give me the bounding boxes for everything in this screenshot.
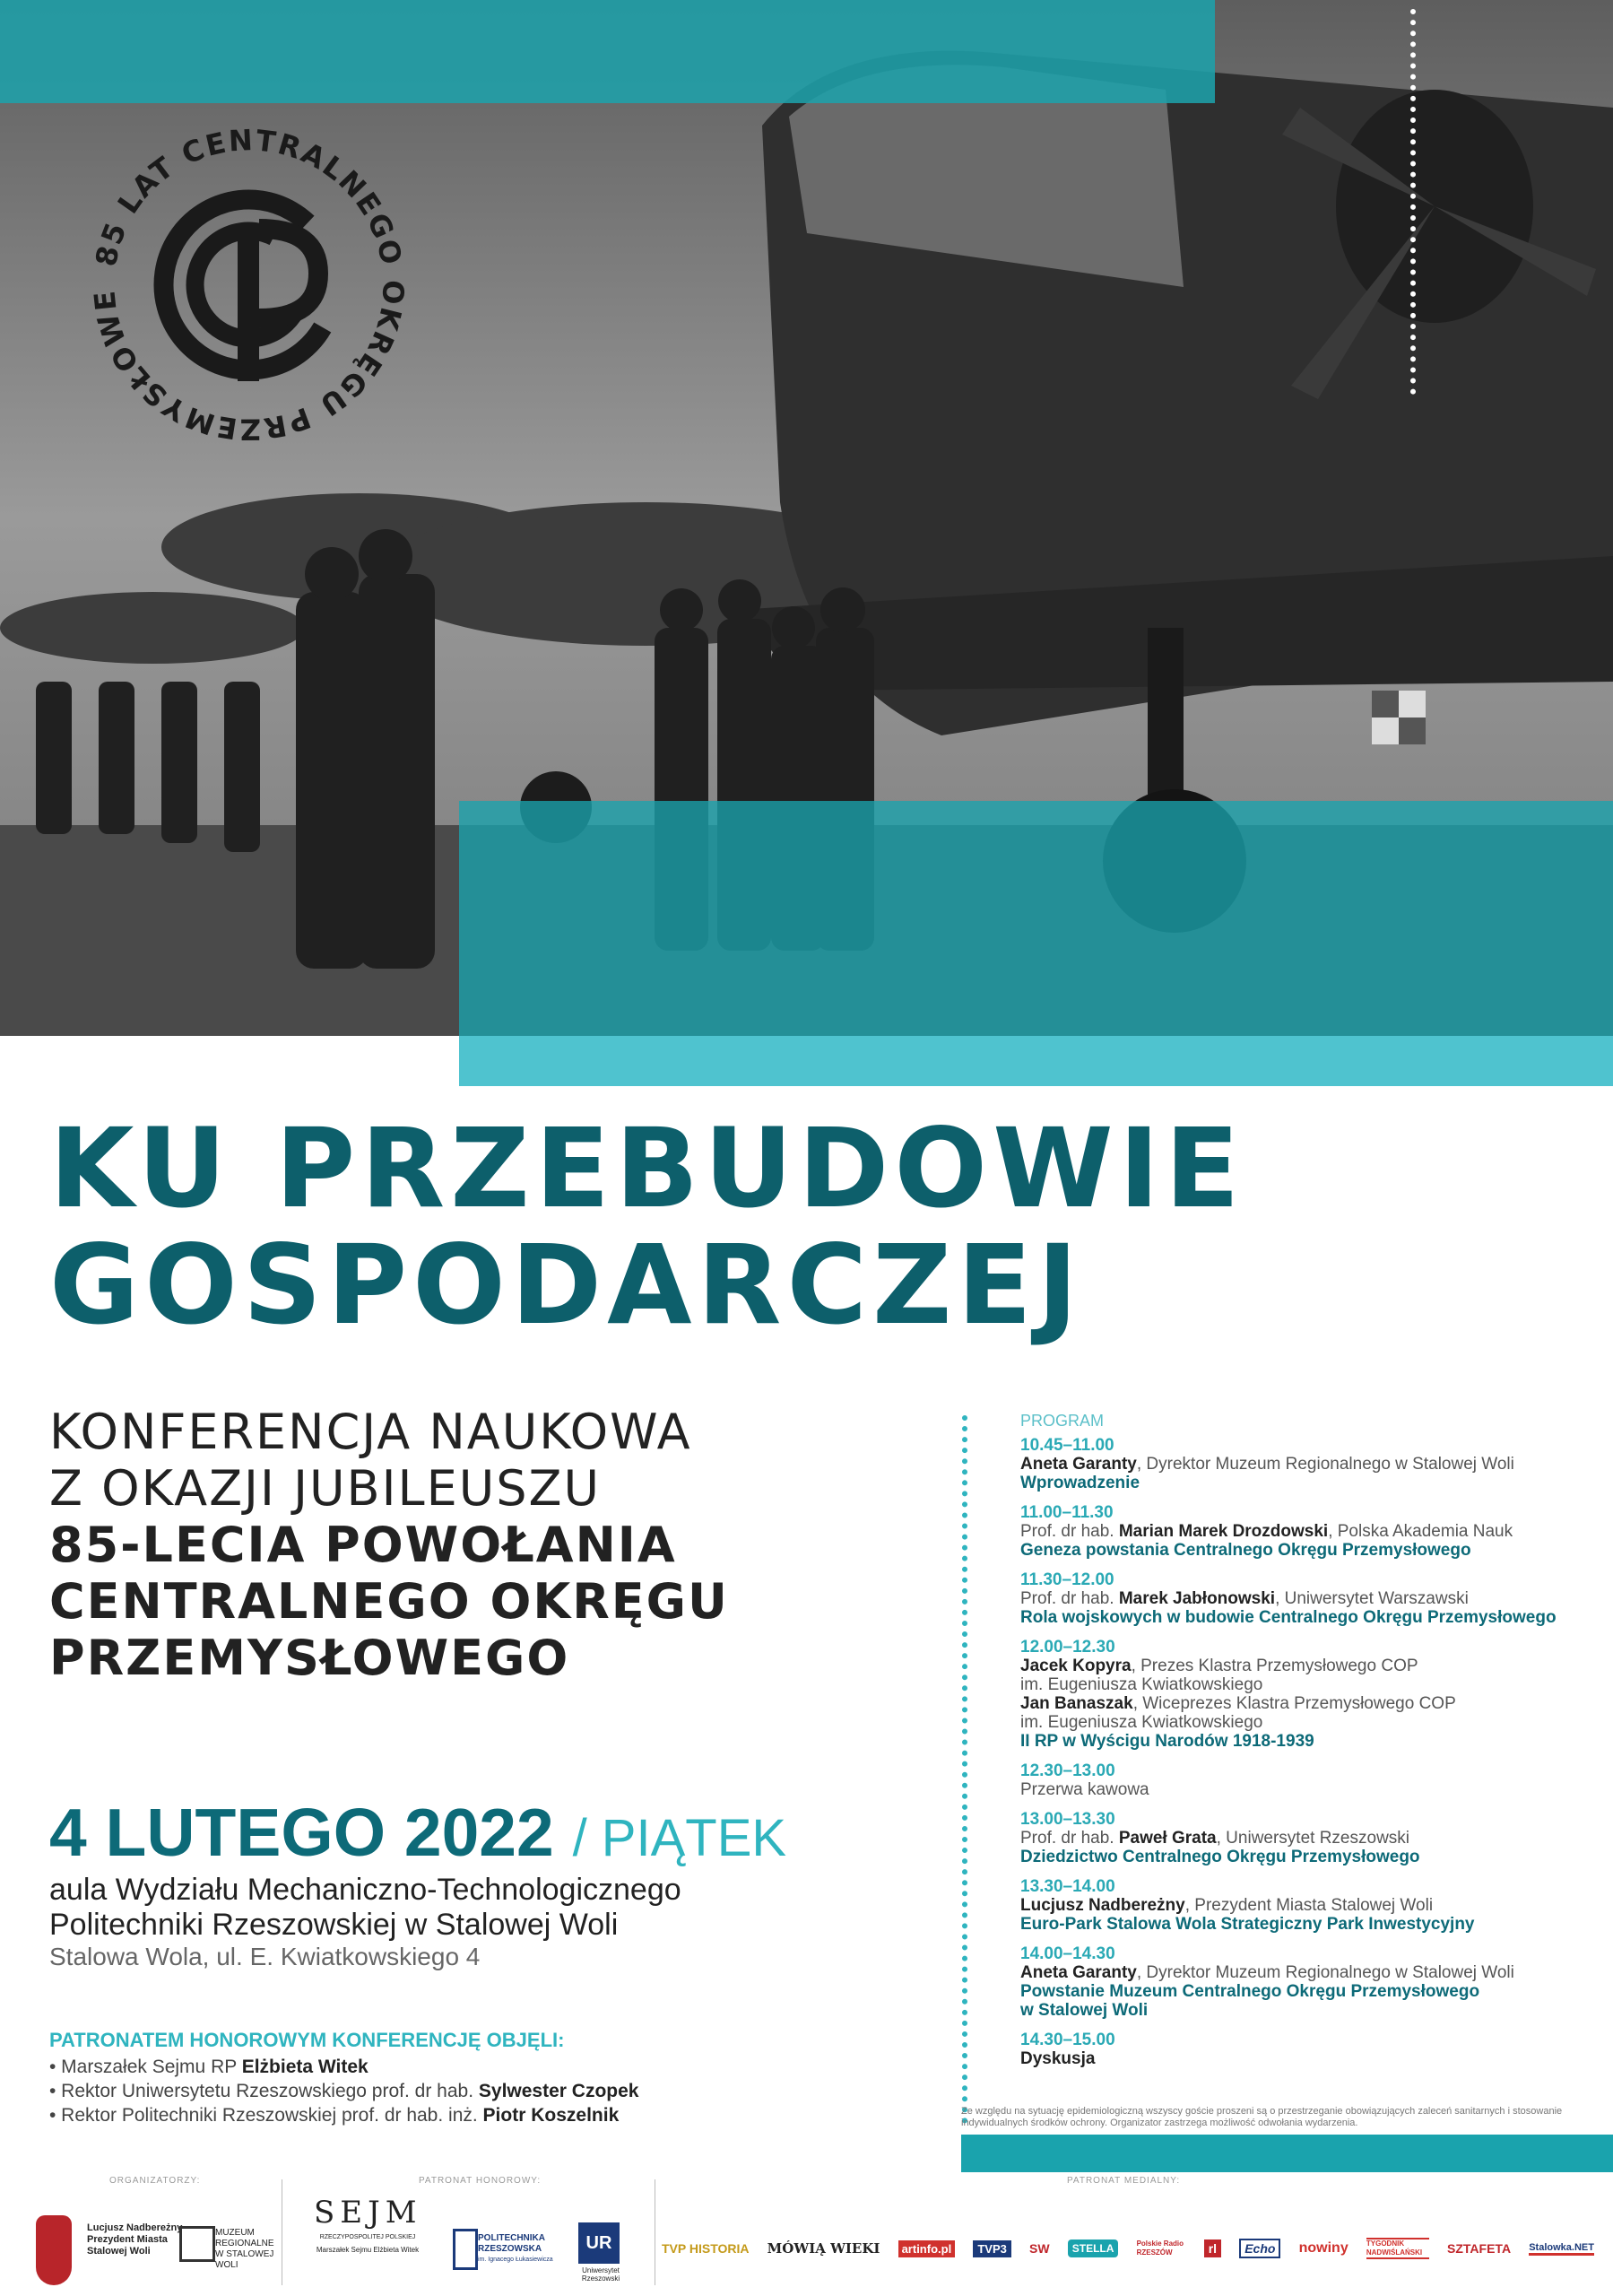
honorary-label: PATRONAT HONOROWY: [419, 2176, 542, 2186]
program-slot: 12.00–12.30 Jacek Kopyra, Prezes Klastra Przemysłowego COP im. Eugeniusza Kwiatkowskiego Jan Banaszak, Wiceprezes Klastra Przemysłowego COP im. Eugeniusza Kwiatkowskiego II RP w Wyścigu Narodów 1918-1939 [1020, 1638, 1456, 1751]
title-line-1: KU PRZEBUDOWIE [49, 1105, 1245, 1232]
media-logo: nowiny [1298, 2240, 1349, 2256]
teal-band-bottom [961, 2135, 1613, 2172]
cop-85-logo [85, 121, 412, 448]
ur-logo-icon: UR [578, 2222, 620, 2264]
organizer-president: Lucjusz Nadbereżny Prezydent Miasta Stalowej Woli [87, 2222, 183, 2257]
prz-logo-icon [453, 2229, 478, 2270]
media-logo: STELLA [1068, 2239, 1119, 2257]
media-logo: SW [1029, 2241, 1050, 2256]
venue-line-1: aula Wydziału Mechaniczno-Technologicznego [49, 1873, 681, 1907]
subtitle-line-3: 85-LECIA POWOŁANIA [49, 1517, 677, 1573]
program-slot: 13.30–14.00 Lucjusz Nadbereżny, Prezydent Miasta Stalowej Woli Euro-Park Stalowa Wola Strategiczny Park Inwestycyjny [1020, 1877, 1475, 1934]
subtitle-line-2: Z OKAZJI JUBILEUSZU [49, 1460, 602, 1517]
organizer-museum: MUZEUM REGIONALNE W STALOWEJ WOLI [215, 2228, 274, 2270]
teal-overlay-top [0, 0, 1215, 103]
title-line-2: GOSPODARCZEJ [49, 1222, 1084, 1349]
venue-address: Stalowa Wola, ul. E. Kwiatkowskiego 4 [49, 1943, 481, 1970]
prz-logo-text: POLITECHNIKA RZESZOWSKA im. Ignacego Łukasiewicza [478, 2233, 553, 2263]
organizers-label: ORGANIZATORZY: [109, 2176, 201, 2186]
media-logo: rl [1204, 2239, 1221, 2257]
museum-logo-icon [179, 2226, 215, 2262]
media-logo: Stalowka.NET [1529, 2242, 1594, 2256]
media-logo: TVP3 [973, 2240, 1011, 2257]
patronage-item: • Rektor Uniwersytetu Rzeszowskiego prof. dr hab. Sylwester Czopek [49, 2081, 639, 2101]
dotted-divider-top [1410, 9, 1421, 395]
media-logo: Polskie Radio RZESZÓW [1136, 2239, 1184, 2257]
media-logo: MÓWIĄ WIEKI [767, 2240, 880, 2257]
ur-logo-text: Uniwersytet Rzeszowski [581, 2266, 620, 2283]
dotted-divider-program [962, 1415, 973, 2124]
media-logo: artinfo.pl [898, 2240, 956, 2257]
program-slot: 10.45–11.00 Aneta Garanty, Dyrektor Muzeum Regionalnego w Stalowej Woli Wprowadzenie [1020, 1436, 1514, 1492]
venue-line-2: Politechniki Rzeszowskiej w Stalowej Woli [49, 1908, 619, 1942]
program [1020, 1412, 1585, 2079]
date-text: 4 LUTEGO 2022 [49, 1795, 554, 1870]
stalowa-wola-crest-icon [36, 2215, 72, 2285]
program-label: PROGRAM [1020, 1412, 1105, 1430]
program-slot: 14.00–14.30 Aneta Garanty, Dyrektor Muzeum Regionalnego w Stalowej Woli Powstanie Muzeum Centralnego Okręgu Przemysłowego w Stalowej Woli [1020, 1944, 1514, 2020]
media-logo: TYGODNIK NADWIŚLAŃSKI [1366, 2238, 1429, 2259]
main-title [49, 1105, 1574, 1349]
media-patrons [662, 2226, 1594, 2271]
media-logo: TVP HISTORIA [662, 2241, 750, 2256]
subtitle-line-5: PRZEMYSŁOWEGO [49, 1630, 570, 1686]
logo-ring-text: 85 LAT CENTRALNEGO OKRĘGU PRZEMYSŁOWE [87, 123, 412, 447]
program-slot: 13.00–13.30 Prof. dr hab. Paweł Grata, Uniwersytet Rzeszowski Dziedzictwo Centralnego Okręgu Przemysłowego [1020, 1810, 1420, 1866]
day-text: / PIĄTEK [572, 1809, 787, 1867]
sejm-logo: SEJM RZECZYPOSPOLITEJ POLSKIEJ Marszałek Sejmu Elżbieta Witek [314, 2195, 422, 2254]
subtitle [49, 1404, 910, 1686]
patronage-heading: PATRONATEM HONOROWYM KONFERENCJĘ OBJĘLI: [49, 2029, 565, 2051]
program-slot: 14.30–15.00 Dyskusja [1020, 2031, 1115, 2068]
program-slot: 11.30–12.00 Prof. dr hab. Marek Jabłonowski, Uniwersytet Warszawski Rola wojskowych w budowie Centralnego Okręgu Przemysłowego [1020, 1570, 1557, 1627]
teal-band [459, 1036, 1613, 1086]
media-logo: SZTAFETA [1447, 2241, 1512, 2256]
program-slot: 11.00–11.30 Prof. dr hab. Marian Marek Drozdowski, Polska Akademia Nauk Geneza powstania Centralnego Okręgu Przemysłowego [1020, 1503, 1513, 1560]
event-date [49, 1794, 946, 1871]
sanitary-note: Ze względu na sytuację epidemiologiczną wszyscy goście proszeni są o przestrzeganie obowiązujących zaleceń sanitarnych i stosowanie indywidualnych środków ochrony. Organizator zastrzega możliwość odwołania wydarzenia. [961, 2106, 1563, 2128]
subtitle-line-4: CENTRALNEGO OKRĘGU [49, 1573, 729, 1630]
subtitle-line-1: KONFERENCJA NAUKOWA [49, 1404, 692, 1460]
patronage-item: • Marszałek Sejmu RP Elżbieta Witek [49, 2057, 369, 2077]
program-slot: 12.30–13.00 Przerwa kawowa [1020, 1761, 1149, 1799]
media-label: PATRONAT MEDIALNY: [1067, 2176, 1181, 2186]
teal-overlay-right [459, 801, 1613, 1036]
media-logo: Echo [1239, 2239, 1280, 2258]
patronage-item: • Rektor Politechniki Rzeszowskiej prof. dr hab. inż. Piotr Koszelnik [49, 2105, 620, 2126]
